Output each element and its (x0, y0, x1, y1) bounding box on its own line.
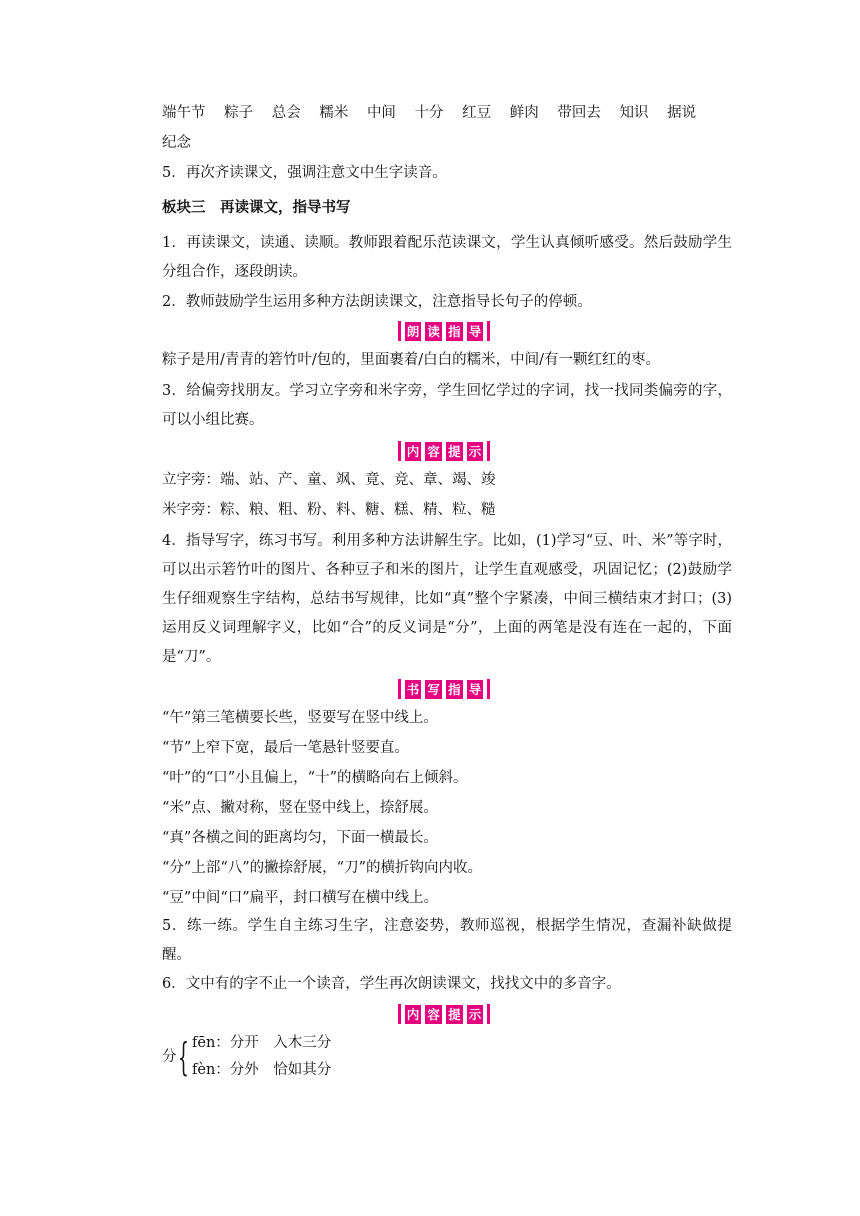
word-item: 粽子 (224, 105, 254, 121)
polyphone-char: 分 (162, 1049, 177, 1065)
content-tip-badge-2 (398, 1004, 490, 1024)
brace-symbol: { (178, 1035, 189, 1079)
li-radical-list: 立字旁：端、站、产、童、飒、竟、竞、章、竭、竣 (162, 472, 496, 488)
polyphone-block (162, 1031, 462, 1083)
word-item: 鲜肉 (509, 105, 539, 121)
badge-char: 示 (467, 1005, 484, 1024)
badge-char: 读 (425, 322, 442, 341)
reading-example: 粽子是用/青青的箬竹叶/包的，里面裹着/白白的糯米，中间/有一颗红红的枣。 (162, 352, 661, 368)
writing-tip: “豆”中间“口”扁平，封口横写在横中线上。 (162, 890, 439, 906)
content-tip-badge (398, 441, 490, 461)
step-3: 3．给偏旁找朋友。学习立字旁和米字旁，学生回忆学过的字词，找一找同类偏旁的字，可以小组比赛。 (162, 383, 732, 428)
badge-char: 提 (446, 1005, 463, 1024)
mi-radical-list: 米字旁：粽、粮、粗、粉、料、糖、糕、精、粒、糙 (162, 502, 496, 518)
polyphone-reading: fèn：分外 恰如其分 (192, 1062, 332, 1078)
step-4: 4．指导写字，练习书写。利用多种方法讲解生字。比如，(1)学习“豆、叶、米”等字时，可以出示箬竹叶的图片、各种豆子和米的图片，让学生直观感受，巩固记忆；(2)鼓励学生仔细观察生字结构，总结书写规律，比如“真”整个字紧凑，中间三横结束才封口；(3)运用反义词理解字义，比如“合”的反义词是“分”，上面的两笔是没有连在一起的，下面是“刀”。 (162, 533, 732, 665)
badge-char: 内 (405, 1005, 422, 1024)
word-item: 红豆 (462, 105, 492, 121)
word-item: 十分 (414, 105, 444, 121)
badge-char: 指 (446, 322, 463, 341)
word-item: 带回去 (557, 105, 601, 121)
writing-tip: “真”各横之间的距离均匀，下面一横最长。 (162, 830, 438, 846)
word-item: 糯米 (319, 105, 349, 121)
writing-tip: “午”第三笔横要长些，竖要写在竖中线上。 (162, 710, 438, 726)
polyphone-reading: fēn：分开 入木三分 (192, 1035, 332, 1051)
word-item: 知识 (619, 105, 649, 121)
badge-char: 书 (405, 680, 422, 699)
badge-char: 朗 (405, 322, 422, 341)
word-item: 据说 (667, 105, 697, 121)
badge-char: 写 (425, 680, 442, 699)
word-row (162, 99, 732, 128)
word-item: 端午节 (162, 105, 206, 121)
step-5b: 5．练一练。学生自主练习生字，注意姿势，教师巡视，根据学生情况，查漏补缺做提醒。 (162, 918, 732, 963)
badge-char: 容 (425, 1005, 442, 1024)
writing-tip: “节”上窄下宽，最后一笔悬针竖要直。 (162, 740, 409, 756)
reading-guide-badge (398, 321, 490, 341)
writing-tip: “分”上部“八”的撇捺舒展，“刀”的横折钩向内收。 (162, 860, 482, 876)
word-row-continued: 纪念 (162, 135, 191, 151)
step-1: 1．再读课文，读通、读顺。教师跟着配乐范读课文，学生认真倾听感受。然后鼓励学生分组合作，逐段朗读。 (162, 235, 732, 280)
badge-char: 内 (405, 442, 422, 461)
step-2: 2．教师鼓励学生运用多种方法朗读课文，注意指导长句子的停顿。 (162, 294, 592, 310)
badge-char: 导 (467, 680, 484, 699)
writing-tip: “米”点、撇对称，竖在竖中线上，捺舒展。 (162, 800, 438, 816)
step-6: 6．文中有的字不止一个读音，学生再次朗读课文，找找文中的多音字。 (162, 976, 621, 992)
writing-guide-badge (398, 679, 490, 699)
badge-char: 容 (425, 442, 442, 461)
badge-char: 指 (446, 680, 463, 699)
step-5a: 5．再次齐读课文，强调注意文中生字读音。 (162, 165, 447, 181)
word-item: 中间 (366, 105, 396, 121)
section-title: 板块三 再读课文，指导书写 (162, 200, 351, 216)
badge-char: 提 (446, 442, 463, 461)
badge-char: 导 (467, 322, 484, 341)
word-item: 总会 (271, 105, 301, 121)
writing-tip: “叶”的“口”小且偏上，“十”的横略向右上倾斜。 (162, 770, 468, 786)
badge-char: 示 (467, 442, 484, 461)
